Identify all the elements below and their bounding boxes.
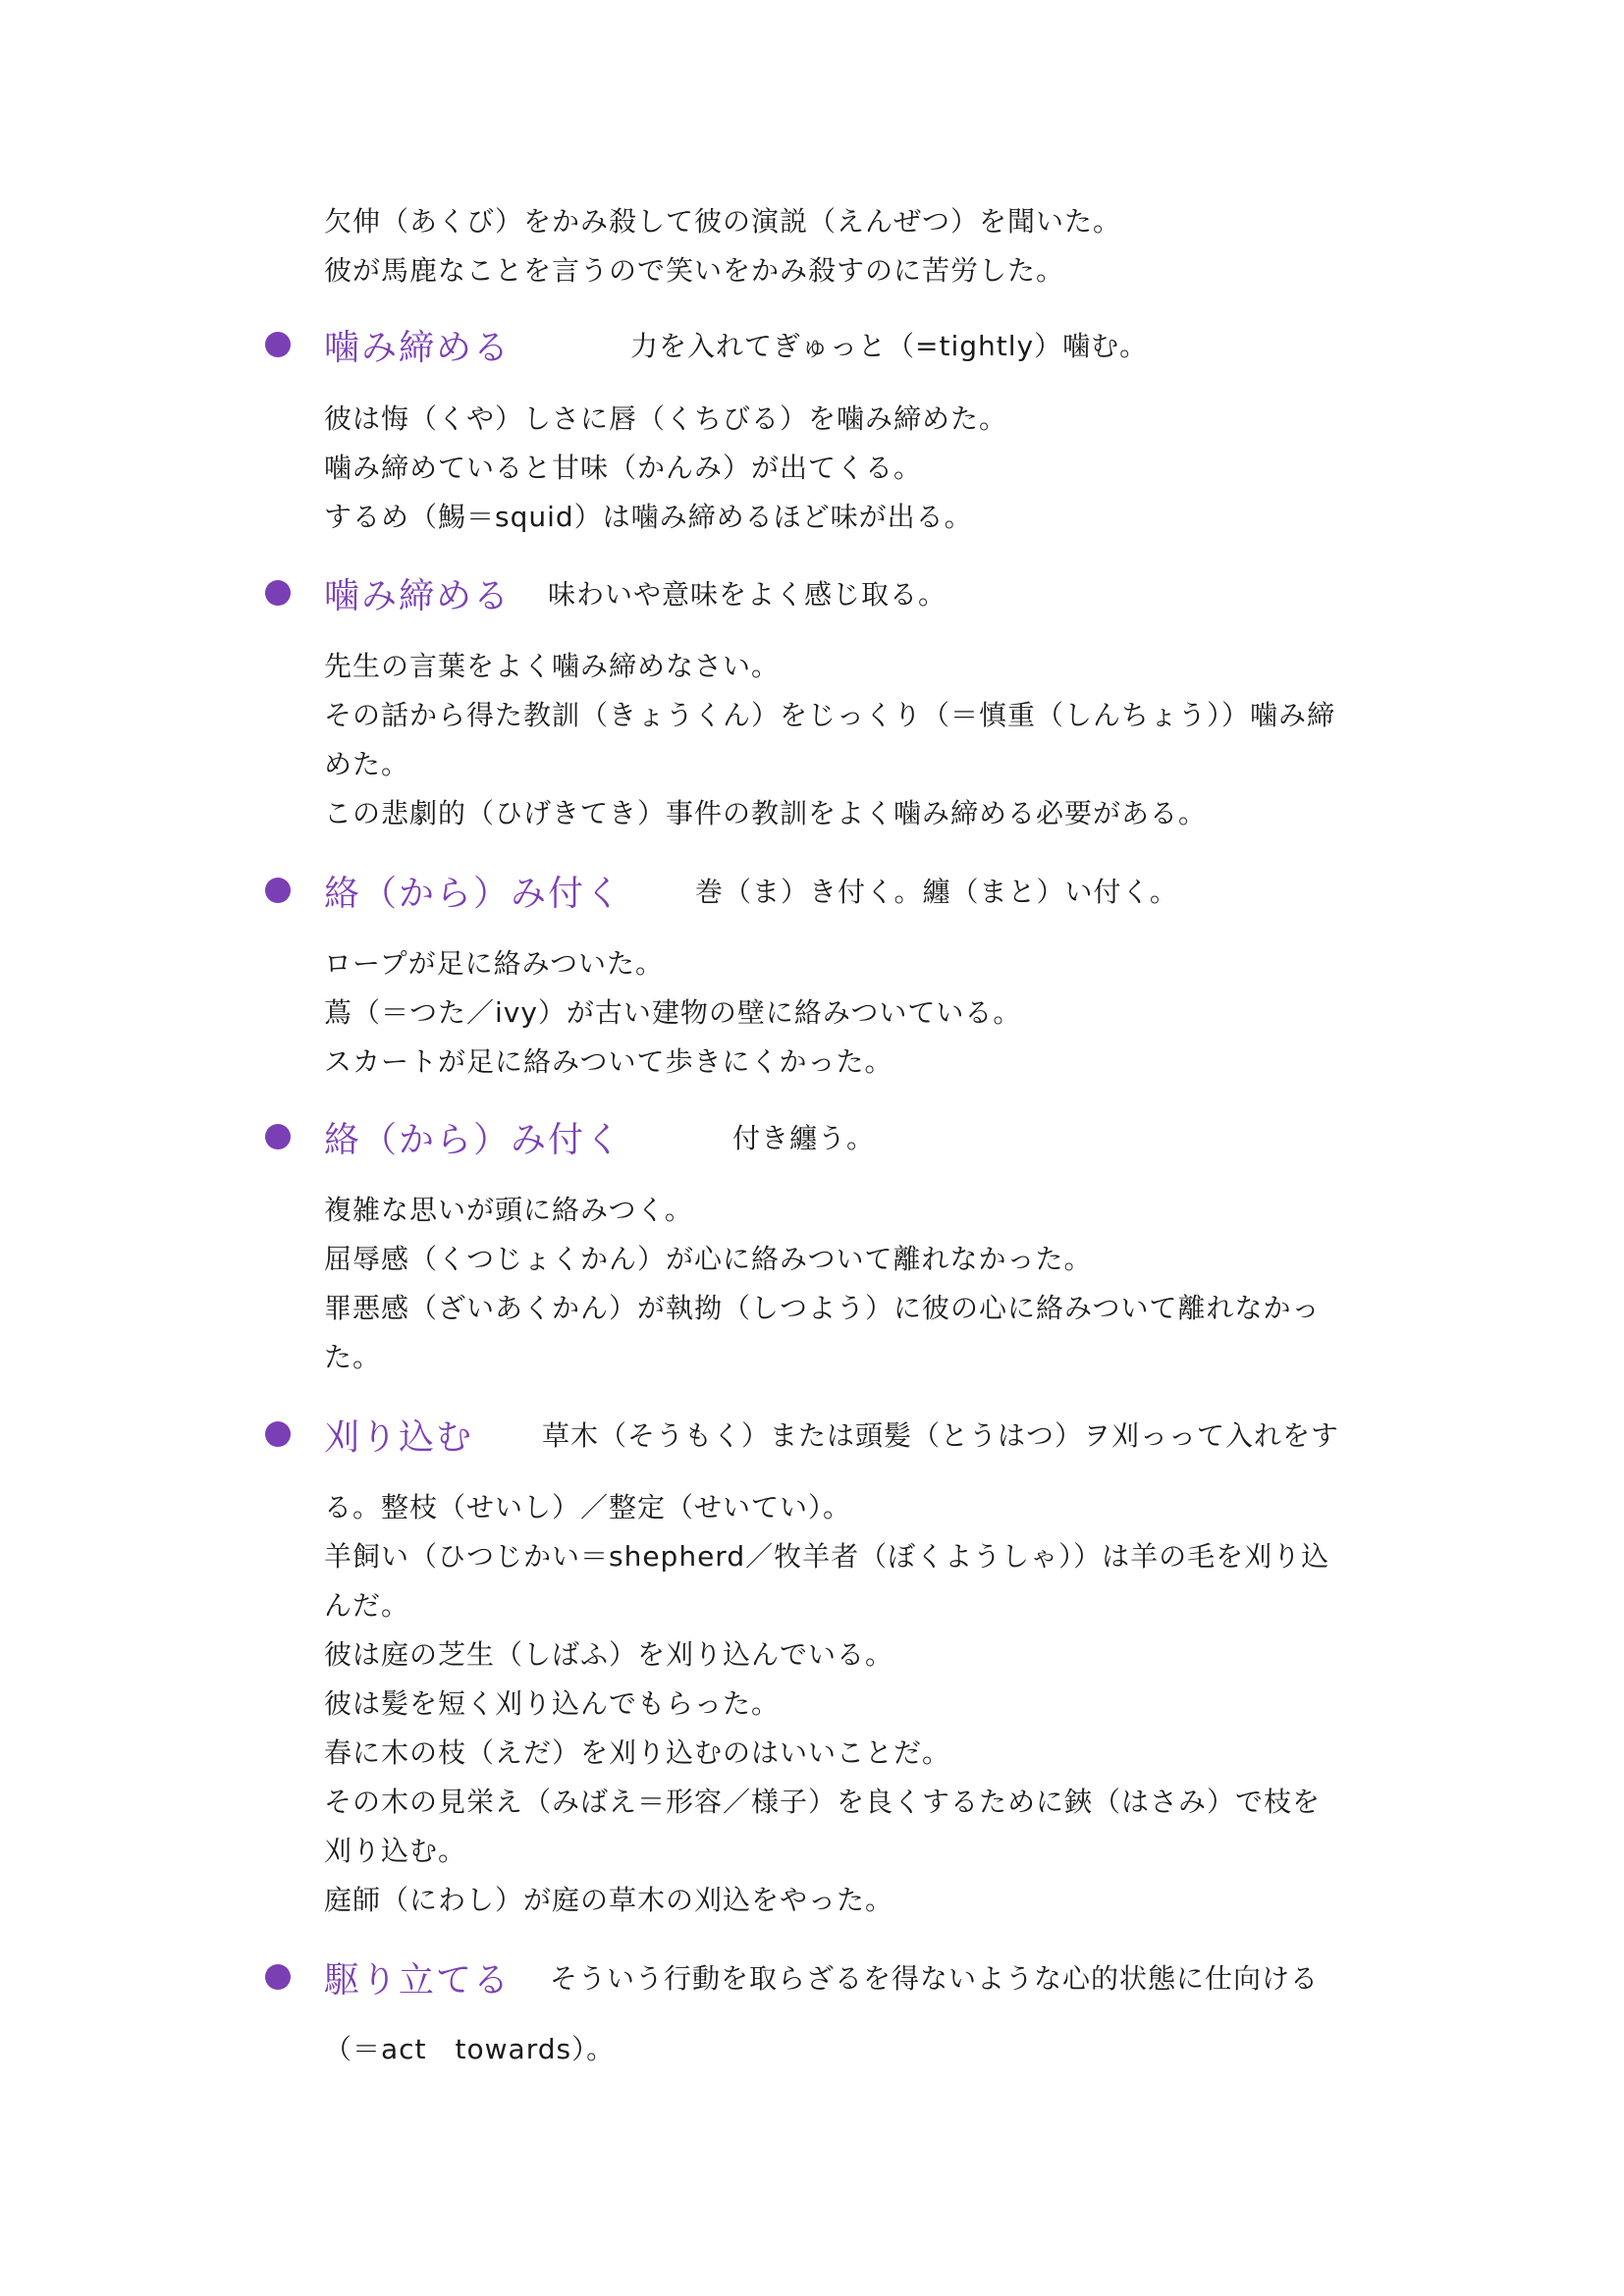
bullet-icon bbox=[265, 1964, 291, 1990]
example-sentence: ロープが足に絡みついた。 bbox=[324, 947, 665, 980]
vocab-term: 噛み締める bbox=[324, 327, 512, 368]
vocab-definition: 力を入れてぎゅっと（=tightly）噛む。 bbox=[630, 330, 1149, 362]
example-sentence: 屈辱感（くつじょくかん）が心に絡みついて離れなかった。 bbox=[324, 1243, 1093, 1275]
vocab-definition: 付き纏う。 bbox=[732, 1122, 876, 1154]
example-sentence: た。 bbox=[324, 1341, 382, 1373]
example-sentence: 先生の言葉をよく噛み締めなさい。 bbox=[324, 650, 781, 682]
example-sentence: 庭師（にわし）が庭の草木の刈込をやった。 bbox=[324, 1884, 894, 1916]
example-sentence: 彼が馬鹿なことを言うので笑いをかみ殺すのに苦労した。 bbox=[324, 254, 1065, 287]
vocab-entry-heading bbox=[265, 570, 947, 615]
vocab-term: 駆り立てる bbox=[324, 1959, 512, 2001]
vocab-entry-heading bbox=[265, 322, 1148, 367]
example-sentence: 彼は悔（くや）しさに唇（くちびる）を噛み締めた。 bbox=[324, 402, 1008, 435]
vocab-definition: 巻（ま）き付く。纏（まと）い付く。 bbox=[695, 876, 1178, 908]
example-sentence: めた。 bbox=[324, 748, 410, 780]
vocab-term: 絡（から）み付く bbox=[324, 873, 623, 914]
example-sentence: 噛み締めていると甘味（かんみ）が出てくる。 bbox=[324, 452, 923, 484]
bullet-icon bbox=[265, 580, 291, 606]
example-sentence: 彼は髪を短く刈り込んでもらった。 bbox=[324, 1687, 781, 1720]
example-sentence: この悲劇的（ひげきてき）事件の教訓をよく噛み締める必要がある。 bbox=[324, 797, 1208, 829]
vocab-entry-heading bbox=[265, 1954, 1319, 2000]
bullet-icon bbox=[265, 332, 291, 357]
example-sentence: んだ。 bbox=[324, 1589, 410, 1622]
vocab-term: 絡（から）み付く bbox=[324, 1119, 623, 1160]
example-sentence: 罪悪感（ざいあくかん）が執拗（しつよう）に彼の心に絡みついて離れなかっ bbox=[324, 1292, 1321, 1324]
example-sentence: その木の見栄え（みばえ＝形容／様子）を良くするために鋏（はさみ）で枝を bbox=[324, 1786, 1322, 1818]
example-sentence: 羊飼い（ひつじかい＝shepherd／牧羊者（ぼくようしゃ））は羊の毛を刈り込 bbox=[324, 1540, 1330, 1573]
vocab-definition: 草木（そうもく）または頭髪（とうはつ）ヲ刈っって入れをす bbox=[542, 1419, 1340, 1452]
bullet-icon bbox=[265, 1421, 291, 1447]
example-sentence: 複雑な思いが頭に絡みつく。 bbox=[324, 1194, 693, 1226]
vocab-entry-heading bbox=[265, 1412, 1339, 1457]
vocab-entry-heading bbox=[265, 868, 1178, 913]
example-sentence: スカートが足に絡みついて歩きにくかった。 bbox=[324, 1045, 893, 1078]
vocab-term: 噛み締める bbox=[324, 575, 512, 616]
example-sentence: 蔦（＝つた／ivy）が古い建物の壁に絡みついている。 bbox=[324, 996, 1022, 1029]
example-sentence: 彼は庭の芝生（しばふ）を刈り込んでいる。 bbox=[324, 1638, 894, 1671]
example-sentence: するめ（鯣＝squid）は噛み締めるほど味が出る。 bbox=[324, 501, 973, 533]
example-sentence: （＝act towards）。 bbox=[324, 2033, 616, 2065]
vocab-term: 刈り込む bbox=[324, 1416, 474, 1458]
example-sentence: 欠伸（あくび）をかみ殺して彼の演説（えんぜつ）を聞いた。 bbox=[324, 205, 1122, 238]
example-sentence: る。整枝（せいし）／整定（せいてい）。 bbox=[324, 1491, 852, 1523]
example-sentence: その話から得た教訓（きょうくん）をじっくり（＝慎重（しんちょう））噛み締 bbox=[324, 699, 1336, 731]
example-sentence: 春に木の枝（えだ）を刈り込むのはいいことだ。 bbox=[324, 1736, 951, 1769]
bullet-icon bbox=[265, 1124, 291, 1149]
vocab-definition: そういう行動を取らざるを得ないような心的状態に仕向ける bbox=[550, 1962, 1320, 1995]
vocab-entry-heading bbox=[265, 1114, 875, 1159]
example-sentence: 刈り込む。 bbox=[324, 1835, 467, 1867]
vocab-definition: 味わいや意味をよく感じ取る。 bbox=[548, 578, 947, 611]
bullet-icon bbox=[265, 878, 291, 903]
